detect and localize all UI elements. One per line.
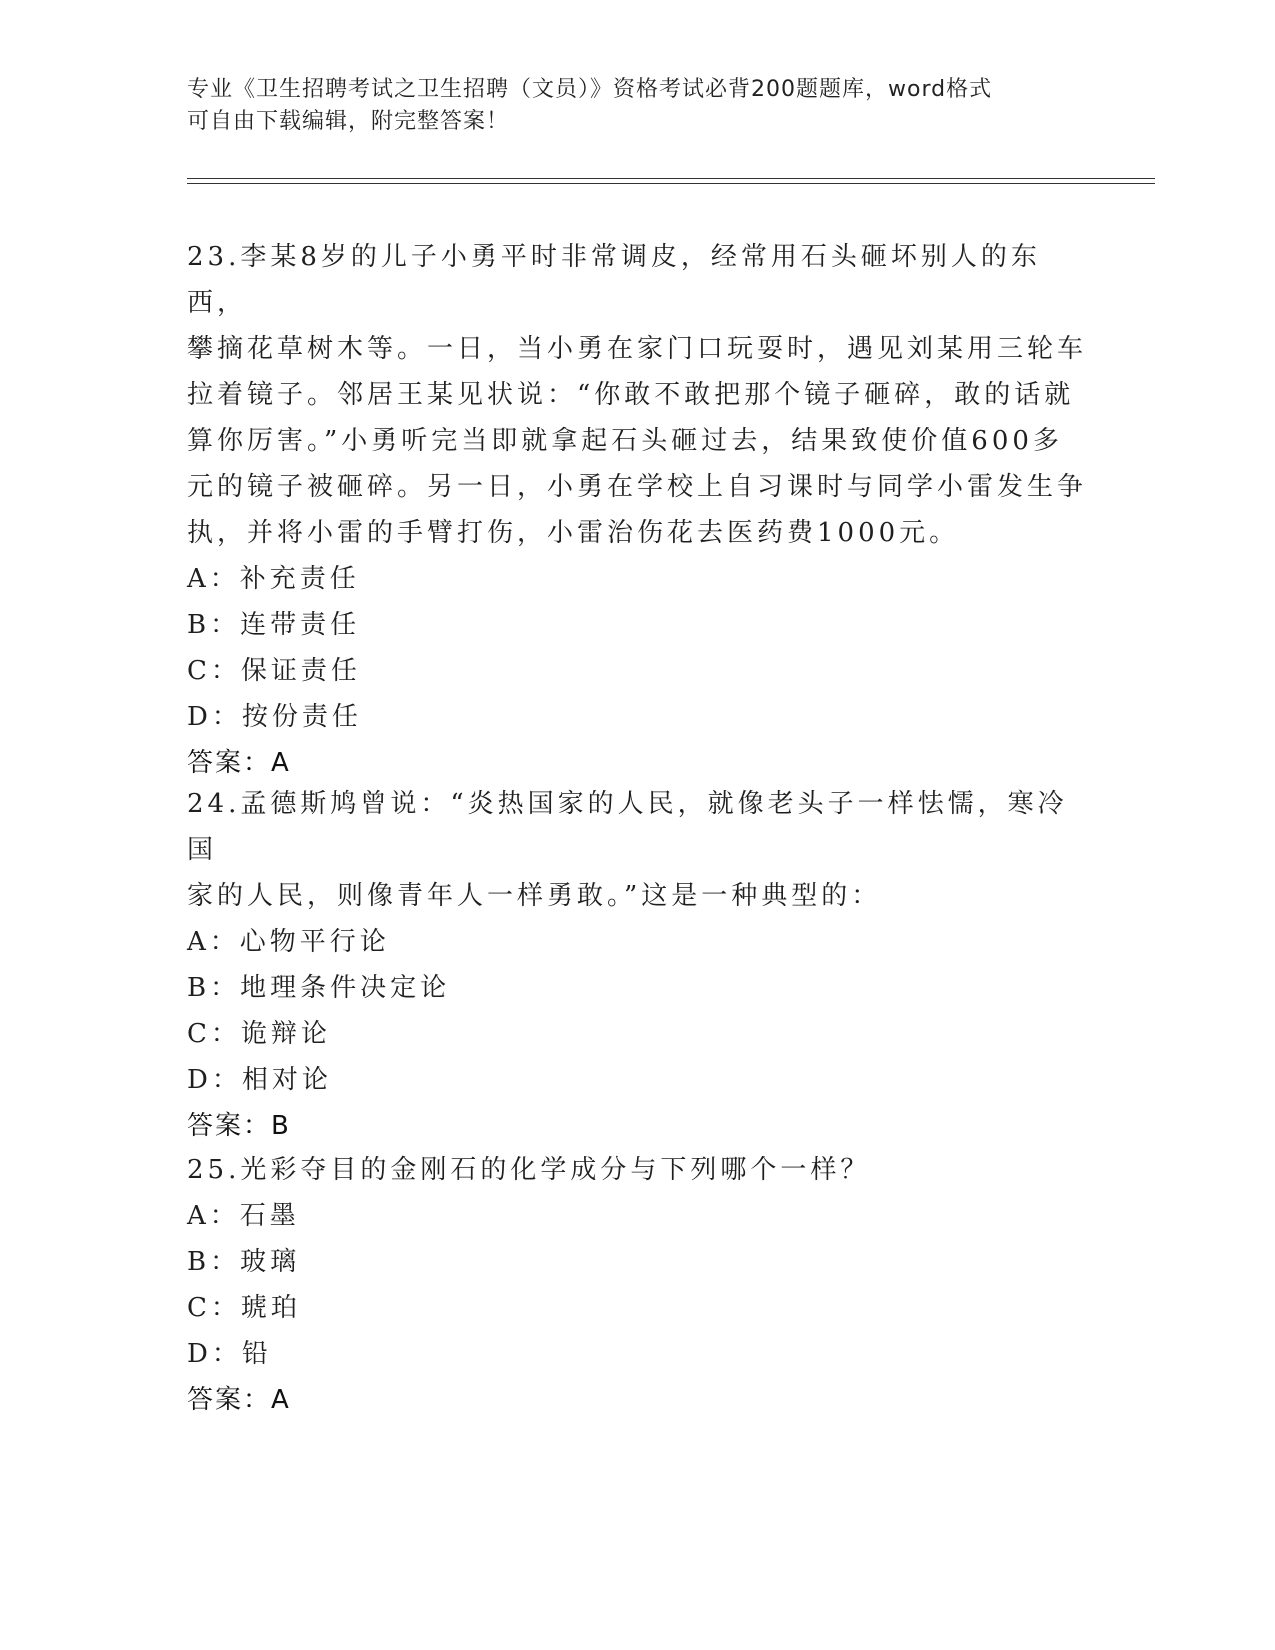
document-header <box>187 74 1067 138</box>
option-d: D：相对论 <box>187 1065 332 1095</box>
option-d: D：铅 <box>187 1339 272 1369</box>
stem-line: 家的人民，则像青年人一样勇敢。”这是一种典型的： <box>187 881 882 911</box>
option-c: C：琥珀 <box>187 1293 301 1323</box>
question-block <box>187 234 1087 786</box>
header-line: 可自由下载编辑，附完整答案！ <box>187 109 510 134</box>
question-block <box>187 1147 1087 1423</box>
option-a: A：心物平行论 <box>187 927 390 957</box>
question-stem <box>187 1147 1087 1193</box>
option-c: C：诡辩论 <box>187 1019 331 1049</box>
header-line: 专业《卫生招聘考试之卫生招聘（文员）》资格考试必背200题题库，word格式 <box>187 77 993 102</box>
option-a: A：补充责任 <box>187 564 360 594</box>
stem-line: 拉着镜子。邻居王某见状说：“你敢不敢把那个镜子砸碎，敢的话就 <box>187 380 1075 410</box>
option-a: A：石墨 <box>187 1201 300 1231</box>
option-b: B：地理条件决定论 <box>187 973 451 1003</box>
stem-line: 24.孟德斯鸠曾说：“炎热国家的人民，就像老头子一样怯懦，寒冷国 <box>187 789 1068 865</box>
answer: 答案：A <box>187 1385 291 1415</box>
option-d: D：按份责任 <box>187 702 362 732</box>
question-stem <box>187 781 1087 919</box>
stem-line: 执，并将小雷的手臂打伤，小雷治伤花去医药费1000元。 <box>187 518 960 548</box>
header-divider <box>187 178 1155 179</box>
answer: 答案：A <box>187 748 291 778</box>
question-stem <box>187 234 1087 556</box>
header-divider <box>187 183 1155 184</box>
option-b: B：玻璃 <box>187 1247 301 1277</box>
stem-line: 23.李某8岁的儿子小勇平时非常调皮，经常用石头砸坏别人的东西， <box>187 242 1041 318</box>
stem-line: 攀摘花草树木等。一日，当小勇在家门口玩耍时，遇见刘某用三轮车 <box>187 334 1088 364</box>
option-c: C：保证责任 <box>187 656 361 686</box>
option-b: B：连带责任 <box>187 610 361 640</box>
stem-line: 算你厉害。”小勇听完当即就拿起石头砸过去，结果致使价值600多 <box>187 426 1063 456</box>
stem-line: 元的镜子被砸碎。另一日，小勇在学校上自习课时与同学小雷发生争 <box>187 472 1088 502</box>
question-block <box>187 781 1087 1149</box>
stem-line: 25.光彩夺目的金刚石的化学成分与下列哪个一样？ <box>187 1155 871 1185</box>
answer: 答案：B <box>187 1111 291 1141</box>
